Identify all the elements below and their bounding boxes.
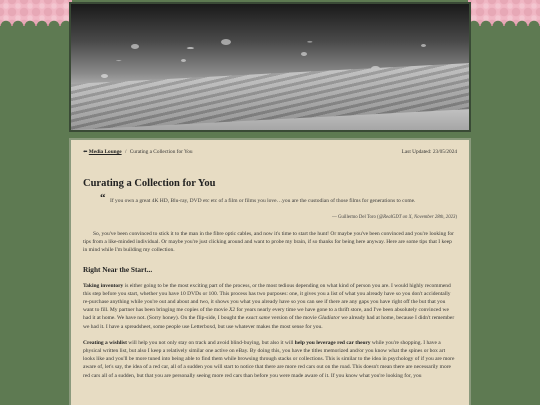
page-topbar xyxy=(83,140,457,155)
article-title: Curating a Collection for You xyxy=(83,178,216,189)
lace-border-left xyxy=(0,0,72,26)
quote-citation: — Guillermo Del Toro (@RealGDT on X, November 28th, 2023) xyxy=(331,215,457,220)
paragraph-inventory: Taking inventory is either going to be the most exciting part of the process, or the most tedious depending on what kind of person you are. I would highly recommend this step before you start, whether you have 10 DVDs or 100. This process has two purposes: one, it gives you a list of what you already have so you don't accidentally re-purchase anything while you're out and about and two, it shows you what you already have so you can see if there are any gaps you have right off the but that you want to fill. My partner has been bringing me copies of the movie X2 for years nearly every time we have gone to a thrift store, and I've been absolutely convinced we had it at home. We have not. (Sorry honey). On the flip-side, I bought the exact same version of the movie Gladiator we already had at home, because I didn't remember we had it. I have a spreadsheet, some people use Letterboxd, but use whatever makes the most sense for you. xyxy=(83,282,455,330)
quote-text: If you own a great 4K HD, Blu-ray, DVD etc etc of a film or films you love…you are the custodian of those films for generations to come. xyxy=(110,198,416,204)
quote-mark-icon: “ xyxy=(100,192,106,204)
breadcrumb-home-link[interactable]: Media Lounge xyxy=(88,149,122,155)
blockquote xyxy=(100,192,457,205)
breadcrumb-current: Curating a Collection for You xyxy=(129,149,193,155)
intro-paragraph: So, you've been convinced to stick it to the man in the fibre optic cables, and now it's time to start the hunt! Or maybe you've been convinced and you're looking for tips from a like-minded individual. Or maybe you're just clicking around and want to probe my brain, if so thanks for being here anyway. Here are some tips that I keep in mind while I'm building my collection. xyxy=(83,231,454,254)
breadcrumb xyxy=(83,149,193,155)
page-frame xyxy=(69,2,471,405)
back-arrow-icon[interactable]: ⬅ xyxy=(83,149,88,155)
breadcrumb-separator: / xyxy=(124,149,127,155)
lace-border-right xyxy=(468,0,540,26)
last-updated: Last Updated: 23/05/2024 xyxy=(401,149,457,155)
article-panel xyxy=(69,138,471,405)
paragraph-wishlist: Creating a wishlist will help you not only stay on track and avoid blind-buying, but also it will help you leverage red car theory while you're shopping. I have a physical written list, but also I keep a relatively similar one active on eBay. By doing this, you have the titles memorized and/or you know what the spines or box art looks like and you'll be more tuned into being able to find them while browsing through stacks or collections. This is similar to the idea in psychology of if you are more aware of, let's say, the idea of a red car, all of a sudden you will start to notice that there are more red cars out on the road. This doesn't mean there are necessarily more red cars all of a sudden, but that you are personally seeing more red cars than before you were made aware of it. If you know what you're looking for, you xyxy=(83,339,455,379)
header-banner-rain-image xyxy=(69,2,471,132)
section-heading: Right Near the Start... xyxy=(83,264,153,274)
quote-source: @RealGDT on X, November 28th, 2023 xyxy=(378,215,456,220)
